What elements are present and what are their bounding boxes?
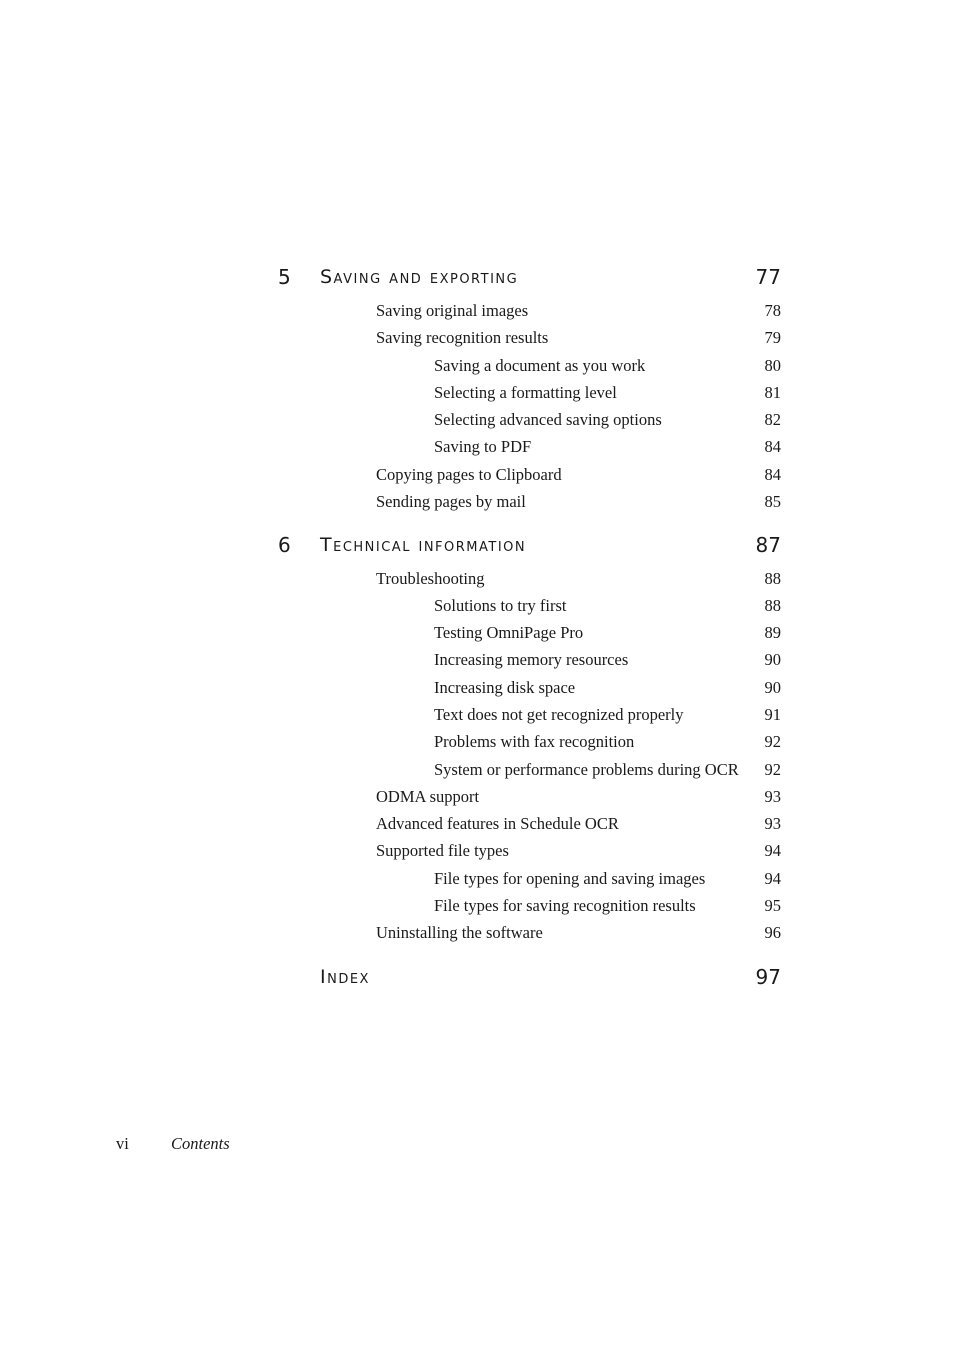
toc-entry-title: Technical information — [320, 534, 527, 556]
toc-subsection-entry[interactable] — [434, 596, 781, 616]
toc-entry-page: 92 — [764, 732, 781, 751]
toc-entry-page: 87 — [755, 533, 781, 557]
toc-entry-title: Supported file types — [376, 841, 509, 860]
toc-entry-page: 95 — [764, 896, 781, 915]
toc-entry-title: Uninstalling the software — [376, 923, 543, 942]
toc-entry-title: Solutions to try first — [434, 596, 567, 615]
toc-section-entry[interactable] — [376, 301, 781, 321]
toc-section-entry[interactable] — [376, 841, 781, 861]
toc-entry-page: 79 — [764, 328, 781, 347]
toc-entry-title: Copying pages to Clipboard — [376, 465, 562, 484]
toc-chapter-entry[interactable] — [278, 265, 781, 289]
toc-entry-title: Saving to PDF — [434, 437, 532, 456]
toc-entry-title: Saving a document as you work — [434, 356, 646, 375]
toc-subsection-entry[interactable] — [434, 896, 781, 916]
toc-entry-title: Advanced features in Schedule OCR — [376, 814, 619, 833]
toc-subsection-entry[interactable] — [434, 732, 781, 752]
toc-entry-title: System or performance problems during OCR — [434, 760, 739, 779]
running-title: Contents — [171, 1134, 230, 1153]
toc-entry-page: 90 — [764, 650, 781, 669]
toc-chapter-entry[interactable] — [278, 965, 781, 989]
toc-entry-title: Index — [320, 966, 370, 988]
toc-entry-page: 78 — [764, 301, 781, 320]
toc-entry-page: 88 — [764, 596, 781, 615]
toc-entry-title: Troubleshooting — [376, 569, 485, 588]
page-number: vi — [116, 1134, 129, 1153]
toc-subsection-entry[interactable] — [434, 650, 781, 670]
chapter-number: 6 — [278, 533, 291, 557]
toc-entry-page: 91 — [764, 705, 781, 724]
toc-subsection-entry[interactable] — [434, 437, 781, 457]
toc-entry-title: File types for saving recognition results — [434, 896, 696, 915]
toc-entry-page: 84 — [764, 437, 781, 456]
toc-section-entry[interactable] — [376, 328, 781, 348]
toc-section-entry[interactable] — [376, 569, 781, 589]
toc-entry-title: Increasing memory resources — [434, 650, 629, 669]
toc-entry-title: Problems with fax recognition — [434, 732, 635, 751]
toc-subsection-entry[interactable] — [434, 410, 781, 430]
toc-section-entry[interactable] — [376, 787, 781, 807]
toc-entry-page: 96 — [764, 923, 781, 942]
toc-entry-page: 92 — [764, 760, 781, 779]
toc-entry-title: Increasing disk space — [434, 678, 576, 697]
toc-entry-page: 93 — [764, 814, 781, 833]
toc-section-entry[interactable] — [376, 814, 781, 834]
toc-subsection-entry[interactable] — [434, 705, 781, 725]
toc-section-entry[interactable] — [376, 492, 781, 512]
toc-entry-page: 77 — [755, 265, 781, 289]
toc-entry-title: ODMA support — [376, 787, 480, 806]
toc-entry-page: 94 — [764, 869, 781, 888]
toc-entry-title: Selecting a formatting level — [434, 383, 617, 402]
toc-section-entry[interactable] — [376, 923, 781, 943]
toc-entry-page: 84 — [764, 465, 781, 484]
toc-entry-page: 93 — [764, 787, 781, 806]
toc-entry-page: 80 — [764, 356, 781, 375]
toc-entry-title: Sending pages by mail — [376, 492, 526, 511]
chapter-number: 5 — [278, 265, 291, 289]
toc-chapter-entry[interactable] — [278, 533, 781, 557]
toc-entry-title: Text does not get recognized properly — [434, 705, 684, 724]
toc-entry-title: Saving original images — [376, 301, 529, 320]
toc-entry-page: 94 — [764, 841, 781, 860]
toc-subsection-entry[interactable] — [434, 760, 781, 780]
toc-entry-page: 85 — [764, 492, 781, 511]
toc-entry-title: Saving and exporting — [320, 266, 519, 288]
toc-entry-title: Testing OmniPage Pro — [434, 623, 584, 642]
toc-entry-page: 88 — [764, 569, 781, 588]
toc-entry-title: File types for opening and saving images — [434, 869, 706, 888]
toc-subsection-entry[interactable] — [434, 383, 781, 403]
toc-entry-title: Saving recognition results — [376, 328, 549, 347]
toc-subsection-entry[interactable] — [434, 869, 781, 889]
toc-entry-page: 82 — [764, 410, 781, 429]
toc-entry-page: 81 — [764, 383, 781, 402]
toc-section-entry[interactable] — [376, 465, 781, 485]
toc-entry-page: 97 — [755, 965, 781, 989]
toc-entry-title: Selecting advanced saving options — [434, 410, 662, 429]
toc-entry-page: 90 — [764, 678, 781, 697]
toc-subsection-entry[interactable] — [434, 356, 781, 376]
toc-subsection-entry[interactable] — [434, 623, 781, 643]
toc-entry-page: 89 — [764, 623, 781, 642]
toc-subsection-entry[interactable] — [434, 678, 781, 698]
